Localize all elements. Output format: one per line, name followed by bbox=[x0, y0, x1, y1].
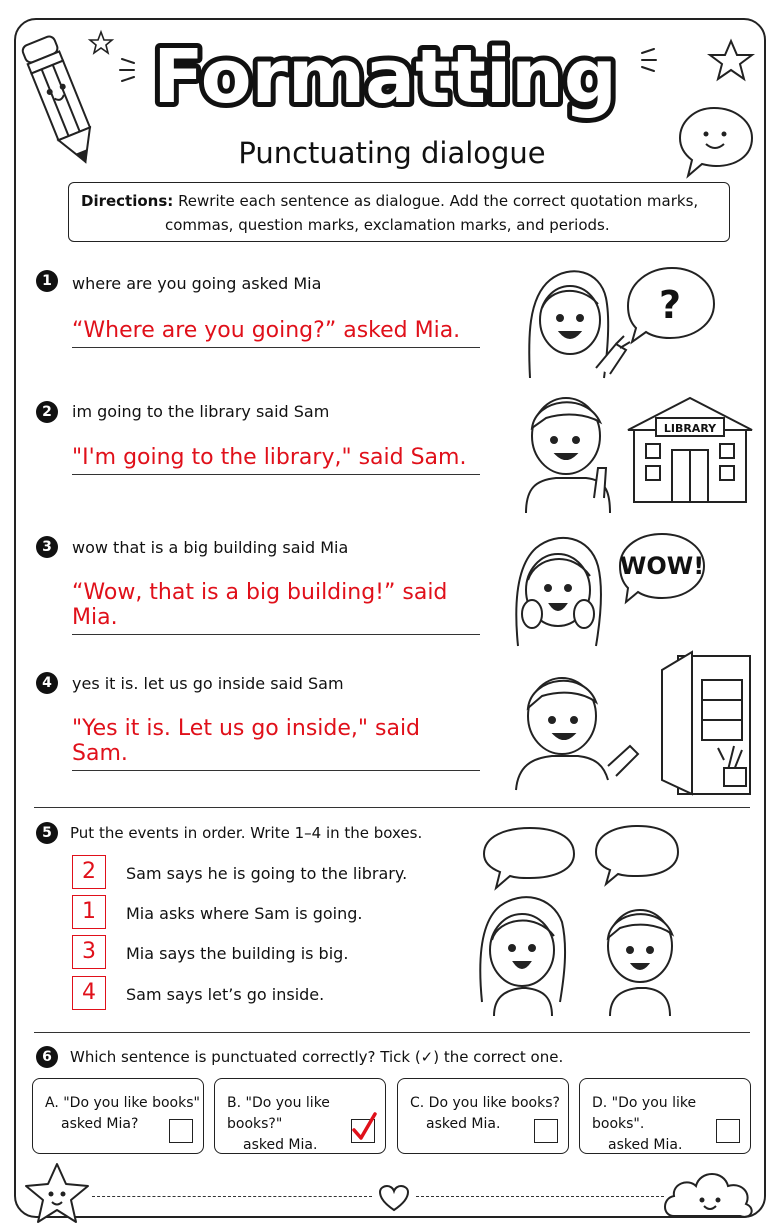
option-line1: B. "Do you like books?" bbox=[227, 1095, 330, 1132]
directions-text-line2: commas, question marks, exclamation marks, and periods. bbox=[165, 216, 610, 234]
heart-icon bbox=[378, 1184, 410, 1212]
question-prompt: im going to the library said Sam bbox=[72, 402, 330, 421]
footer-dashed-line bbox=[416, 1196, 664, 1197]
tick-box[interactable] bbox=[169, 1119, 193, 1143]
question-number: 2 bbox=[36, 401, 58, 423]
option-line1: C. Do you like books? bbox=[410, 1095, 560, 1111]
sparkle-lines-left bbox=[118, 55, 140, 85]
star-icon bbox=[88, 30, 114, 56]
event-text: Mia says the building is big. bbox=[126, 944, 349, 963]
boy-library-illustration bbox=[506, 388, 756, 513]
sparkle-lines-right bbox=[636, 45, 658, 75]
question-number: 6 bbox=[36, 1046, 58, 1068]
option-line2: asked Mia. bbox=[426, 1116, 501, 1132]
section-divider bbox=[34, 1032, 750, 1033]
question-prompt: Which sentence is punctuated correctly? Tick (✓) the correct one. bbox=[70, 1048, 564, 1066]
question-number: 5 bbox=[36, 822, 58, 844]
option-card-b[interactable] bbox=[214, 1078, 386, 1154]
svg-text:Formatting: Formatting bbox=[153, 34, 617, 120]
tick-box-checked[interactable] bbox=[351, 1119, 375, 1143]
question-number: 3 bbox=[36, 536, 58, 558]
question-prompt: where are you going asked Mia bbox=[72, 274, 322, 293]
option-line2: asked Mia. bbox=[243, 1137, 318, 1153]
directions-label: Directions: bbox=[81, 192, 174, 210]
footer-dashed-line bbox=[92, 1196, 372, 1197]
option-card-d[interactable] bbox=[579, 1078, 751, 1154]
event-text: Sam says let’s go inside. bbox=[126, 985, 325, 1004]
svg-text:WOW!: WOW! bbox=[619, 552, 705, 580]
question-prompt: wow that is a big building said Mia bbox=[72, 538, 349, 557]
tick-box[interactable] bbox=[534, 1119, 558, 1143]
order-box[interactable]: 1 bbox=[72, 895, 106, 929]
event-text: Sam says he is going to the library. bbox=[126, 864, 408, 883]
star-icon bbox=[708, 38, 754, 84]
answer-line[interactable]: “Where are you going?” asked Mia. bbox=[72, 318, 480, 348]
order-box[interactable]: 3 bbox=[72, 935, 106, 969]
option-line1: D. "Do you like books". bbox=[592, 1095, 697, 1132]
question-number: 4 bbox=[36, 672, 58, 694]
girl-question-illustration bbox=[520, 258, 750, 378]
event-text: Mia asks where Sam is going. bbox=[126, 904, 363, 923]
order-box[interactable]: 2 bbox=[72, 855, 106, 889]
page-title bbox=[150, 22, 620, 122]
two-children-illustration bbox=[474, 822, 724, 1016]
check-mark-icon bbox=[351, 1112, 377, 1142]
section-divider bbox=[34, 807, 750, 808]
svg-text:LIBRARY: LIBRARY bbox=[663, 422, 717, 435]
tick-box[interactable] bbox=[716, 1119, 740, 1143]
svg-text:?: ? bbox=[658, 283, 682, 327]
answer-line[interactable]: “Wow, that is a big building!” said Mia. bbox=[72, 580, 480, 635]
question-number: 1 bbox=[36, 270, 58, 292]
order-box[interactable]: 4 bbox=[72, 976, 106, 1010]
option-card-a[interactable] bbox=[32, 1078, 204, 1154]
star-icon bbox=[22, 1160, 92, 1226]
directions-box bbox=[68, 182, 730, 242]
question-prompt: Put the events in order. Write 1–4 in the boxes. bbox=[70, 824, 423, 842]
cloud-icon bbox=[660, 1164, 756, 1222]
option-card-c[interactable] bbox=[397, 1078, 569, 1154]
answer-line[interactable]: "I'm going to the library," said Sam. bbox=[72, 445, 480, 475]
answer-line[interactable]: "Yes it is. Let us go inside," said Sam. bbox=[72, 716, 480, 771]
boy-door-illustration bbox=[512, 650, 754, 800]
option-line2: asked Mia. bbox=[608, 1137, 683, 1153]
directions-text-line1: Rewrite each sentence as dialogue. Add the correct quotation marks, bbox=[178, 192, 699, 210]
question-prompt: yes it is. let us go inside said Sam bbox=[72, 674, 344, 693]
girl-wow-illustration bbox=[510, 526, 720, 650]
option-line2: asked Mia? bbox=[61, 1116, 139, 1132]
page-subtitle: Punctuating dialogue bbox=[238, 136, 546, 170]
option-line1: A. "Do you like books" bbox=[45, 1095, 200, 1111]
